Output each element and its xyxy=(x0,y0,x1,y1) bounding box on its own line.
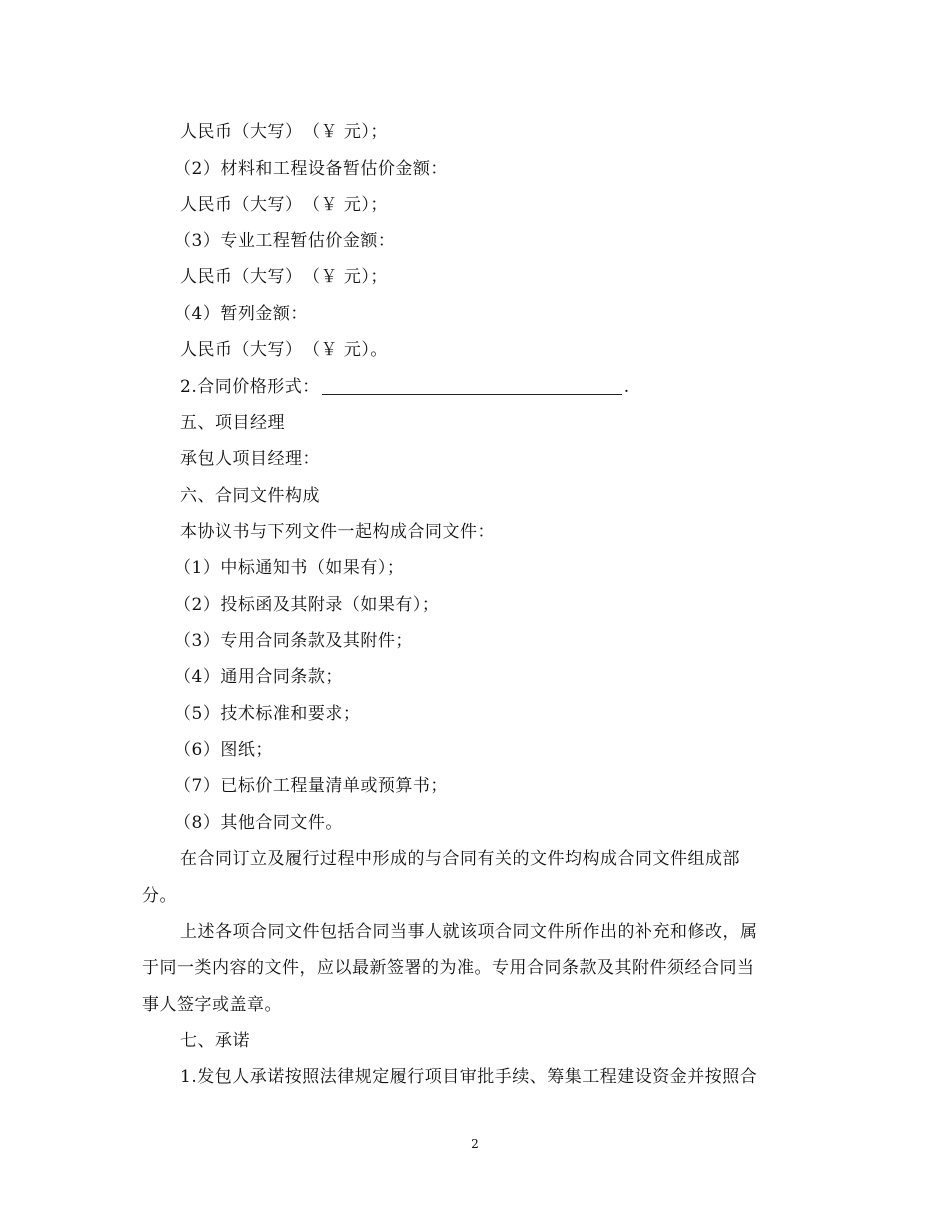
contract-price-form-end: . xyxy=(623,377,630,397)
text-line: 承包人项目经理： xyxy=(180,449,320,469)
list-item: （7）已标价工程量清单或预算书； xyxy=(174,776,448,796)
text-line: 人民币（大写） （￥ 元）； xyxy=(180,122,388,142)
section-heading: 七、承诺 xyxy=(180,1031,250,1051)
list-item: （2）投标函及其附录（如果有）； xyxy=(174,595,440,615)
contract-price-form-line xyxy=(180,376,630,398)
list-item: （1）中标通知书（如果有）； xyxy=(174,558,405,578)
text-line: 人民币（大写） （￥ 元）。 xyxy=(180,340,388,360)
paragraph-line: 分。 xyxy=(142,886,177,906)
list-item: （8）其他合同文件。 xyxy=(174,813,343,833)
text-line: （3）专业工程暂估价金额： xyxy=(174,231,396,251)
list-item: （4）通用合同条款； xyxy=(174,667,343,687)
paragraph-line: 于同一类内容的文件，应以最新签署的为准。专用合同条款及其附件须经合同当 xyxy=(142,958,755,978)
text-line: 本协议书与下列文件一起构成合同文件： xyxy=(180,522,495,542)
list-item: （5）技术标准和要求； xyxy=(174,704,361,724)
list-item: （3）专用合同条款及其附件； xyxy=(174,631,413,651)
contract-price-form-label: 2.合同价格形式： xyxy=(180,377,320,397)
paragraph-line: 上述各项合同文件包括合同当事人就该项合同文件所作出的补充和修改，属 xyxy=(180,922,758,942)
paragraph-line: 1.发包人承诺按照法律规定履行项目审批手续、筹集工程建设资金并按照合 xyxy=(180,1067,758,1087)
text-line: （4）暂列金额： xyxy=(174,304,308,324)
paragraph-line: 事人签字或盖章。 xyxy=(142,995,282,1015)
text-line: （2）材料和工程设备暂估价金额： xyxy=(174,159,448,179)
page-number: 2 xyxy=(471,1137,479,1151)
section-heading: 五、项目经理 xyxy=(180,413,285,433)
text-line: 人民币（大写） （￥ 元）； xyxy=(180,267,388,287)
paragraph-line: 在合同订立及履行过程中形成的与合同有关的文件均构成合同文件组成部 xyxy=(180,849,740,869)
text-line: 人民币（大写） （￥ 元）； xyxy=(180,195,388,215)
contract-price-form-blank xyxy=(322,378,622,395)
list-item: （6）图纸； xyxy=(174,740,273,760)
section-heading: 六、合同文件构成 xyxy=(180,486,320,506)
